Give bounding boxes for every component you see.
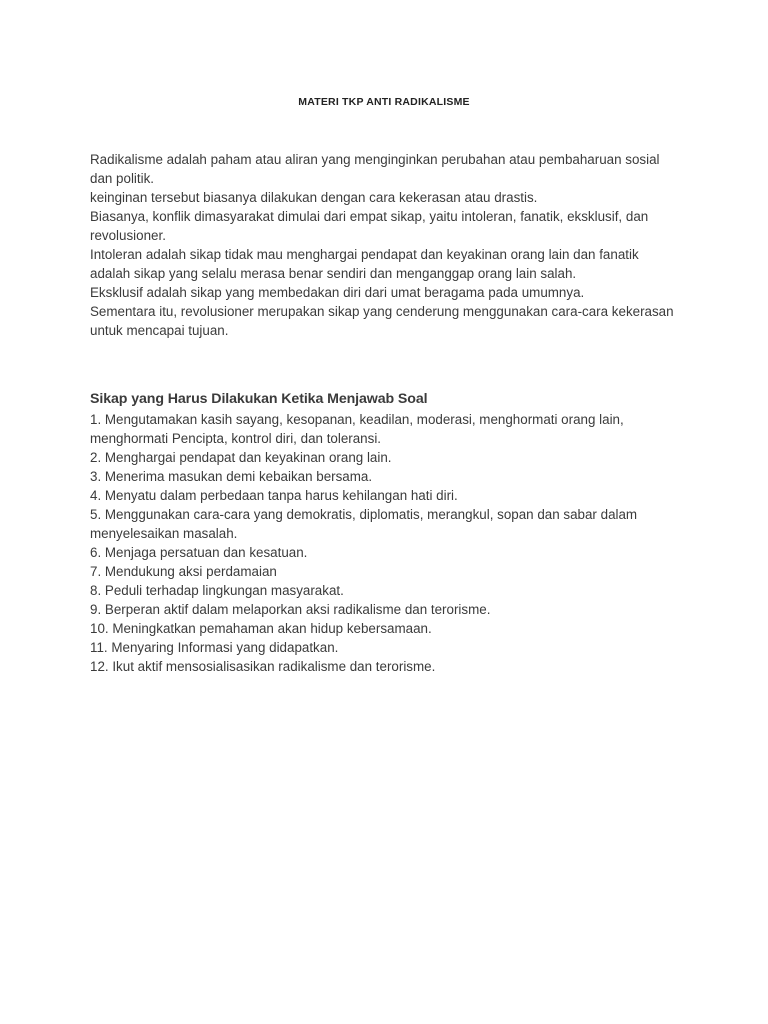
attitude-list <box>90 410 680 676</box>
list-item: 8. Peduli terhadap lingkungan masyarakat. <box>90 583 344 598</box>
list-item: 11. Menyaring Informasi yang didapatkan. <box>90 640 339 655</box>
intro-paragraph: Intoleran adalah sikap tidak mau menghargai pendapat dan keyakinan orang lain dan fanatik adalah sikap yang selalu merasa benar sendiri dan menganggap orang lain salah. <box>90 247 639 281</box>
list-item: 1. Mengutamakan kasih sayang, kesopanan, keadilan, moderasi, menghormati orang lain, menghormati Pencipta, kontrol diri, dan toleransi. <box>90 412 624 446</box>
list-item: 3. Menerima masukan demi kebaikan bersama. <box>90 469 373 484</box>
list-item: 9. Berperan aktif dalam melaporkan aksi radikalisme dan terorisme. <box>90 602 491 617</box>
list-item: 5. Menggunakan cara-cara yang demokratis, diplomatis, merangkul, sopan dan sabar dalam menyelesaikan masalah. <box>90 507 638 541</box>
list-item: 12. Ikut aktif mensosialisasikan radikalisme dan terorisme. <box>90 659 436 674</box>
intro-section <box>90 150 680 340</box>
list-item: 10. Meningkatkan pemahaman akan hidup kebersamaan. <box>90 621 432 636</box>
intro-paragraph: Biasanya, konflik dimasyarakat dimulai dari empat sikap, yaitu intoleran, fanatik, eksklusif, dan revolusioner. <box>90 209 649 243</box>
intro-paragraph: Eksklusif adalah sikap yang membedakan diri dari umat beragama pada umumnya. <box>90 285 585 300</box>
document-title: MATERI TKP ANTI RADIKALISME <box>298 96 470 108</box>
list-item: 7. Mendukung aksi perdamaian <box>90 564 277 579</box>
section-heading: Sikap yang Harus Dilakukan Ketika Menjawab Soal <box>90 391 428 407</box>
intro-paragraph: Radikalisme adalah paham atau aliran yang menginginkan perubahan atau pembaharuan sosial dan politik. <box>90 152 660 186</box>
intro-paragraph: Sementara itu, revolusioner merupakan sikap yang cenderung menggunakan cara-cara kekerasan untuk mencapai tujuan. <box>90 304 674 338</box>
intro-paragraph: keinginan tersebut biasanya dilakukan dengan cara kekerasan atau drastis. <box>90 190 538 205</box>
list-item: 6. Menjaga persatuan dan kesatuan. <box>90 545 308 560</box>
list-item: 4. Menyatu dalam perbedaan tanpa harus kehilangan hati diri. <box>90 488 458 503</box>
list-item: 2. Menghargai pendapat dan keyakinan orang lain. <box>90 450 392 465</box>
